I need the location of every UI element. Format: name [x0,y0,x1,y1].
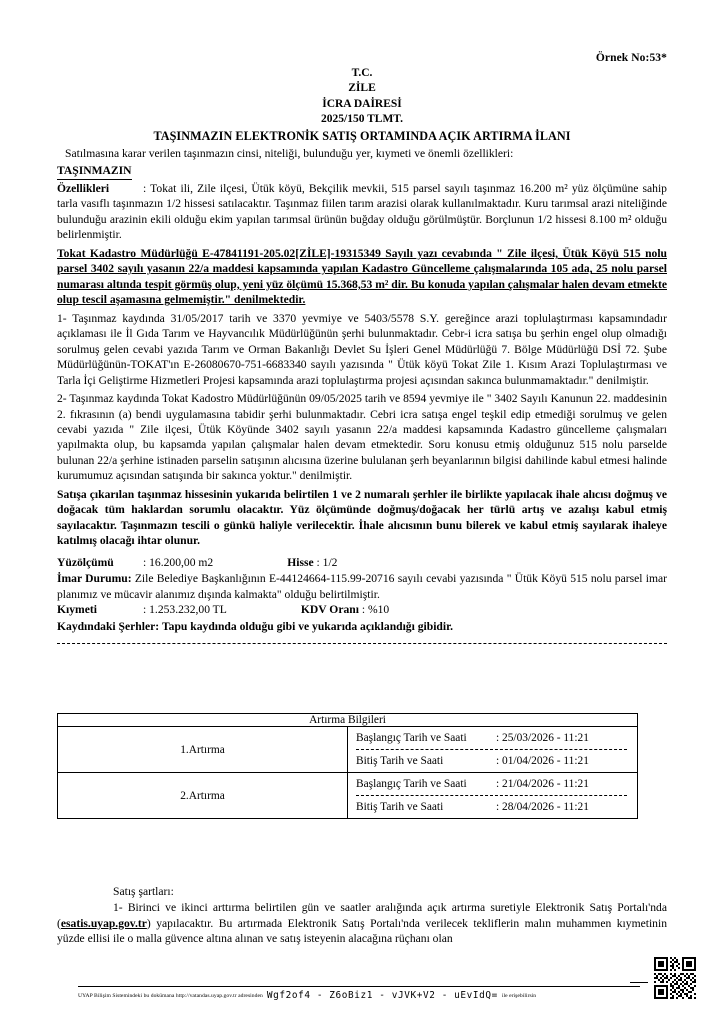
auction-1-start-line [348,727,637,749]
annotation-note-2: 2- Taşınmaz kaydında Tokat Kadostro Müdürlüğünün 09/05/2025 tarih ve 8594 yevmiye ile " 3402 Sayılı Kanunun 22. maddesinin 2. fıkrasının (a) bendi uygulamasına tabidir şerhi bulunmaktadır. Cebri icra satışa engel teşkil edip etmediği sorulmuş ve gelen cevabi yazıda " Zile ilçesi, Ütük Köyünde 3402 sayılı yasanın 22/a maddesi kapsamında Kadastro güncelleme çalışmaları yapılmakta olup, bu kapsamda yapılan çalışmalar halen devam etmektedir. Soru konusu etmiş olduğunuz 515 nolu parselde bulunan 22/a şerhine istinaden parselin satışının alıcısına üzerine bululanan şerh beyanlarının bilgisi dahilinde kabul etmesi halinde kurumumuz açısından satışında bir sakınca yoktur." denilmiştir. [57,392,667,483]
registry-annotations-value: Tapu kaydında olduğu gibi ve yukarıda açıklandığı gibidir. [162,619,454,633]
sale-condition-item-1-pre: 1- Birinci ve ikinci arttırma belirtilen gün ve saatler aralığında açık artırma suretiyle Elektronik Satış Portalı'nda ( [57,901,667,930]
section-divider [57,643,667,644]
auction-1-end-label: Bitiş Tarih ve Saati [356,755,444,767]
auction-2-end-line [348,796,637,818]
document-header [57,66,667,144]
auction-1-start-value: : 25/03/2026 - 11:21 [496,732,589,744]
auction-2-label: 2.Artırma [58,773,348,819]
table-row [58,727,638,773]
header-line-tc: T.C. [351,67,373,79]
auction-2-start-label: Başlangıç Tarih ve Saati [356,778,467,790]
auction-2-end-label: Bitiş Tarih ve Saati [356,801,444,813]
auction-warning: Satışa çıkarılan taşınmaz hissesinin yukarıda belirtilen 1 ve 2 numaralı şerhler ile birlikte yapılacak ihale alıcısı doğmuş ve doğacak tüm haklardan sorumlu olacaktır. Yüz ölçümünde doğmuş/doğacak her türlü artış ve azalışı kabul etmiş sayılacaktır. Taşınmazın tescili o günkü haliyle verilecektir. İhale alıcısının bunu bilerek ve kabul etmiş sayılarak ihaleye katılmış olacağı ihtar olunur. [57,487,667,548]
property-features-row [57,181,667,243]
area-label: Yüzölçümü [57,555,114,569]
sale-condition-item-1 [57,900,667,946]
auction-1-start-label: Başlangıç Tarih ve Saati [356,732,467,744]
page-title: TAŞINMAZIN ELEKTRONİK SATIŞ ORTAMINDA AÇIK ARTIRMA İLANI [153,129,571,144]
sample-number: Örnek No:53* [595,52,667,64]
auction-table-header-row [58,714,638,727]
footer-note [78,989,646,1001]
auction-table-wrapper [57,713,638,819]
table-row [58,773,638,819]
zoning-label: İmar Durumu: [57,572,132,586]
registry-annotations-row [57,619,667,635]
subject-heading-row [57,161,667,180]
auction-2-end-value: : 28/04/2026 - 11:21 [496,801,589,813]
auction-table-header: Artırma Bilgileri [58,714,638,727]
share-value: : 1/2 [316,555,338,569]
sale-conditions-title: Satış şartları: [113,885,174,898]
auction-1-body [348,727,638,773]
registry-annotations-label: Kaydındaki Şerhler: [57,619,160,633]
sale-condition-item-1-post: ) yapılacaktır. Bu artırmada Elektronik Satış Portalı'nda verilecek tekliflerin malın muhammen kıymetinin yüzde ellisi ile o malla güvence altına alınan ve satış isteyenin alacağına rüçhanı olan [57,916,667,946]
vat-rate-label: KDV Oranı [300,603,359,617]
footer-divider [78,986,640,987]
share-label: Hisse [287,555,314,569]
intro-text: Satılmasına karar verilen taşınmazın cinsi, niteliği, bulunduğu yer, kıymeti ve önemli özellikleri: [65,147,514,160]
auction-1-label: 1.Artırma [58,727,348,773]
qr-code [654,957,696,999]
sale-conditions [57,884,667,947]
zoning-text: Zile Belediye Başkanlığının E-44124664-115.99-20716 sayılı cevabi yazısında " Ütük Köyü 515 nolu parsel imar planımız ve mücavir alanımız dışında kalmakta" olduğu belirtilmiştir. [57,572,667,601]
auction-1-end-value: : 01/04/2026 - 11:21 [496,755,589,767]
value-row [57,602,667,618]
header-line-case-no: 2025/150 TLMT. [321,112,403,125]
auction-2-start-line [348,773,637,795]
property-features-text: Tokat ili, Zile ilçesi, Ütük köyü, Bekçilik mevkii, 515 parsel sayılı taşınmaz 16.200 m² yüz ölçümüne sahip tarla vasıflı taşınmazın 1/2 hissesi satılacaktır. Taşınmaz fiilen tarım arazisi olarak kullanılmaktadır. Kuru tarımsal arazi niteliğinde bulunduğu arazinin ekili olduğu ekim yapılan tarımsal ürünün buğday olduğu görülmüştür. Borçlunun 1/2 hissesi 8.100 m² olduğu belirlenmiştir. [57,181,667,242]
area-row [57,555,667,571]
auction-2-body [348,773,638,819]
esatis-portal-link[interactable]: esatis.uyap.gov.tr [60,916,147,930]
annotation-note-1: 1- Taşınmaz kaydında 31/05/2017 tarih ve 3370 yevmiye ve 5403/5578 S.Y. gereğince arazi toplulaştırması kapsamındadır açıklaması ile İl Gıda Tarım ve Hayvancılık Müdürlüğünün şerhi bulunmaktadır. Cebr-i icra satışa bu şerhin engel olup olmadığı sorulmuş gelen cevabi yazıda Tarım ve Orman Bakanlığı Devlet Su İşleri Genel Müdürlüğü 7. Bölge Müdürlüğü DSİ 72. Şube Müdürlüğünün-TOKAT'ın E-26080670-751-6683340 sayılı yazısında " Ütük köyü Tokat Zile 1. Kısım Arazi Toplulaştırması ve Tarla İçi Geliştirme Hizmetleri Projesi kapsamında arazi toplulaştırma projesi açısından sakınca bulunmamaktadır." denilmiştir. [57,311,667,387]
zoning-row [57,571,667,602]
qr-tick-line [630,982,648,983]
header-line-city: ZİLE [348,82,376,95]
value-amount: : 1.253.232,00 TL [143,603,227,617]
auction-table [57,713,638,819]
auction-2-start-value: : 21/04/2026 - 11:21 [496,778,589,790]
header-line-office: İCRA DAİRESİ [322,97,402,110]
document-body [57,146,667,644]
subject-heading: TAŞINMAZIN [57,163,132,179]
property-features-colon: : [143,181,147,195]
footer-text-after: ile erişebilirsin [501,993,537,999]
area-value: : 16.200,00 m2 [143,555,214,569]
footer-verification-code: Wgf2of4 - Z6oBiz1 - vJVK+V2 - uEvIdQ= [266,989,498,1001]
vat-rate-value: : %10 [361,603,390,617]
property-features-label: Özellikleri [57,181,110,195]
auction-1-end-line [348,750,637,772]
kadastro-statement: Tokat Kadastro Müdürlüğü E-47841191-205.02[ZİLE]-19315349 Sayılı yazı cevabında " Zile ilçesi, Ütük Köyü 515 nolu parsel 3402 sayılı yasanın 22/a maddesi kapsamında yapılan Kadastro Güncelleme çalışmalarında 105 ada, 25 nolu parsel numarası altında tespit görmüş olup, yeni yüz ölçümü 15.368,53 m² dir. Bu konuda yapılan çalışmalar halen devam etmekte olup tescil aşamasına gelmemiştir." denilmektedir. [57,246,667,307]
value-label: Kıymeti [57,603,97,617]
footer-text-before: UYAP Bilişim Sistemindeki bu dokümana http://vatandas.uyap.gov.tr adresinden [78,993,263,999]
